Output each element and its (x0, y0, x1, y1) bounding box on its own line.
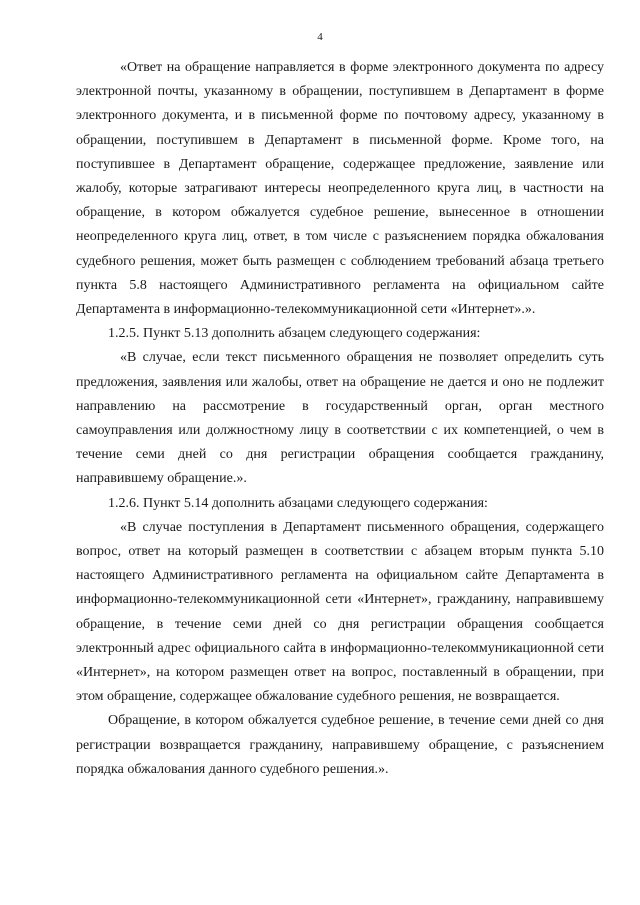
paragraph-unclear-text: «В случае, если текст письменного обращения не позволяет определить суть предложения, заявления или жалобы, ответ на обращение не дается и оно не подлежит направлению на рассмотрение в государственный орган, орган местного самоуправления или должностному лицу в соответствии с их компетенцией, о чем в течение семи дней со дня регистрации обращения сообщается гражданину, направившему обращение.». (76, 350, 604, 487)
document-body (76, 56, 604, 782)
page-number: 4 (317, 31, 323, 43)
paragraph-item-1-2-5: 1.2.5. Пункт 5.13 дополнить абзацем следующего содержания: (108, 326, 481, 342)
paragraph-item-1-2-6: 1.2.6. Пункт 5.14 дополнить абзацами следующего содержания: (108, 495, 488, 511)
paragraph-court-decision: Обращение, в котором обжалуется судебное решение, в течение семи дней со дня регистрации возвращается гражданину, направившему обращение, с разъяснением порядка обжалования данного судебного решения.». (76, 713, 604, 777)
paragraph-answer-form: «Ответ на обращение направляется в форме электронного документа по адресу электронной почты, указанному в обращении, поступившем в Департамент в форме электронного документа, и в письменной форме по почтовому адресу, указанному в обращении, поступившем в Департамент в письменной форме. Кроме того, на поступившее в Департамент обращение, содержащее предложение, заявление или жалобу, которые затрагивают интересы неопределенного круга лиц, в частности на обращение, в котором обжалуется судебное решение, вынесенное в отношении неопределенного круга лиц, ответ, в том числе с разъяснением порядка обжалования судебного решения, может быть размещен с соблюдением требований абзаца третьего пункта 5.8 настоящего Административного регламента на официальном сайте Департамента в информационно-телекоммуникационной сети «Интернет».». (76, 60, 604, 318)
paragraph-answer-posted: «В случае поступления в Департамент письменного обращения, содержащего вопрос, ответ на который размещен в соответствии с абзацем вторым пункта 5.10 настоящего Административного регламента на официальном сайте Департамента в информационно-телекоммуникационной сети «Интернет», гражданину, направившему обращение, в течение семи дней со дня регистрации обращения сообщается электронный адрес официального сайта в информационно-телекоммуникационной сети «Интернет», на котором размещен ответ на вопрос, поставленный в обращении, при этом обращение, содержащее обжалование судебного решения, не возвращается. (76, 519, 604, 705)
